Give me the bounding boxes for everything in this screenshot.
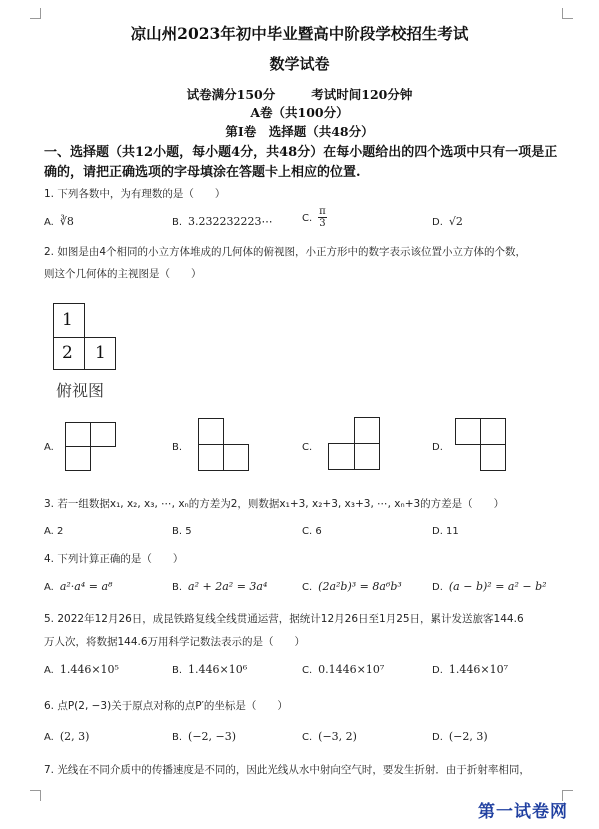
q7-stem: 7. 光线在不同介质中的传播速度是不同的，因此光线从水中射向空气时，要发生折射．由于折射率相同， [44, 764, 530, 776]
exam-title: 凉山州2023年初中毕业暨高中阶段学校招生考试 [130, 24, 469, 43]
q2-stem-line2: 则这个几何体的主视图是（ ） [44, 268, 202, 280]
q1-stem: 1. 下列各数中，为有理数的是（ ） [44, 188, 226, 200]
q3-option-b: B. 5 [172, 526, 192, 537]
q3-option-c: C. 6 [302, 526, 322, 537]
q5-stem-line2: 万人次，将数据144.6万用科学记数法表示的是（ ） [44, 636, 306, 648]
crop-mark-bottom-left [30, 790, 41, 801]
q4-option-d: D. (a − b)² = a² − b² [432, 580, 547, 593]
crop-mark-top-right [562, 8, 573, 19]
q4-option-b: B. a² + 2a² = 3a⁴ [172, 580, 268, 593]
q5-option-a: A. 1.446×10⁵ [44, 663, 119, 676]
q6-option-d: D. (−2, 3) [432, 730, 488, 743]
crop-mark-top-left [30, 8, 41, 19]
q5-option-d: D. 1.446×10⁷ [432, 663, 509, 676]
exam-subject: 数学试卷 [269, 55, 330, 73]
q6-option-c: C. (−3, 2) [302, 730, 357, 743]
q2-option-c-label: C. [302, 442, 313, 453]
q6-option-b: B. (−2, −3) [172, 730, 237, 743]
q2-option-a-label: A. [44, 442, 54, 453]
meta-score: 试卷满分150分 [186, 87, 276, 102]
q5-option-c: C. 0.1446×10⁷ [302, 663, 385, 676]
q3-stem: 3. 若一组数据x₁, x₂, x₃, ⋯, xₙ的方差为2，则数据x₁+3, x₂+3, x₃+3, ⋯, xₙ+3的方差是（ ） [44, 498, 505, 510]
q3-option-a: A. 2 [44, 526, 64, 537]
section-instructions-line2: 确的，请把正确选项的字母填涂在答题卡上相应的位置. [44, 165, 361, 180]
q6-option-a: A. (2, 3) [44, 730, 90, 743]
top-view-label: 俯视图 [56, 381, 105, 400]
q1-option-c: C. $\frac{\pi}{3}$ [302, 206, 326, 229]
q4-stem: 4. 下列计算正确的是（ ） [44, 553, 184, 565]
exam-meta [0, 85, 599, 103]
q2-option-b-label: B. [172, 442, 183, 453]
volume-a: A卷（共100分） [250, 105, 349, 120]
q1-option-d: D. √2 [432, 215, 463, 228]
q1-option-b: B. 3.232232223⋯ [172, 215, 273, 228]
q2-option-d-label: D. [432, 442, 443, 453]
meta-time: 考试时间120分钟 [311, 87, 413, 102]
section-instructions-line1: 一、选择题（共12小题，每小题4分，共48分）在每小题给出的四个选项中只有一项是正 [44, 145, 558, 160]
q5-option-b: B. 1.446×10⁶ [172, 663, 248, 676]
top-view-digit: 2 [62, 343, 73, 363]
top-view-digit: 1 [95, 343, 106, 363]
top-view-digit: 1 [62, 310, 73, 330]
q2-stem-line1: 2. 如图是由4个相同的小立方体堆成的几何体的俯视图，小正方形中的数字表示该位置小立方体的个数， [44, 246, 527, 258]
q5-stem-line1: 5. 2022年12月26日，成昆铁路复线全线贯通运营，据统计12月26日至1月25日，累计发送旅客144.6 [44, 613, 524, 625]
q3-option-d: D. 11 [432, 526, 459, 537]
q6-stem: 6. 点P(2, −3)关于原点对称的点P′的坐标是（ ） [44, 700, 288, 712]
q4-option-c: C. (2a²b)³ = 8a⁶b³ [302, 580, 402, 593]
part-one-heading: 第Ⅰ卷 选择题（共48分） [225, 124, 374, 139]
q1-option-a: A. ∛8 [44, 215, 74, 228]
watermark-logo: 第一试卷网 [478, 802, 568, 822]
q4-option-a: A. a²·a⁴ = a⁸ [44, 580, 113, 593]
